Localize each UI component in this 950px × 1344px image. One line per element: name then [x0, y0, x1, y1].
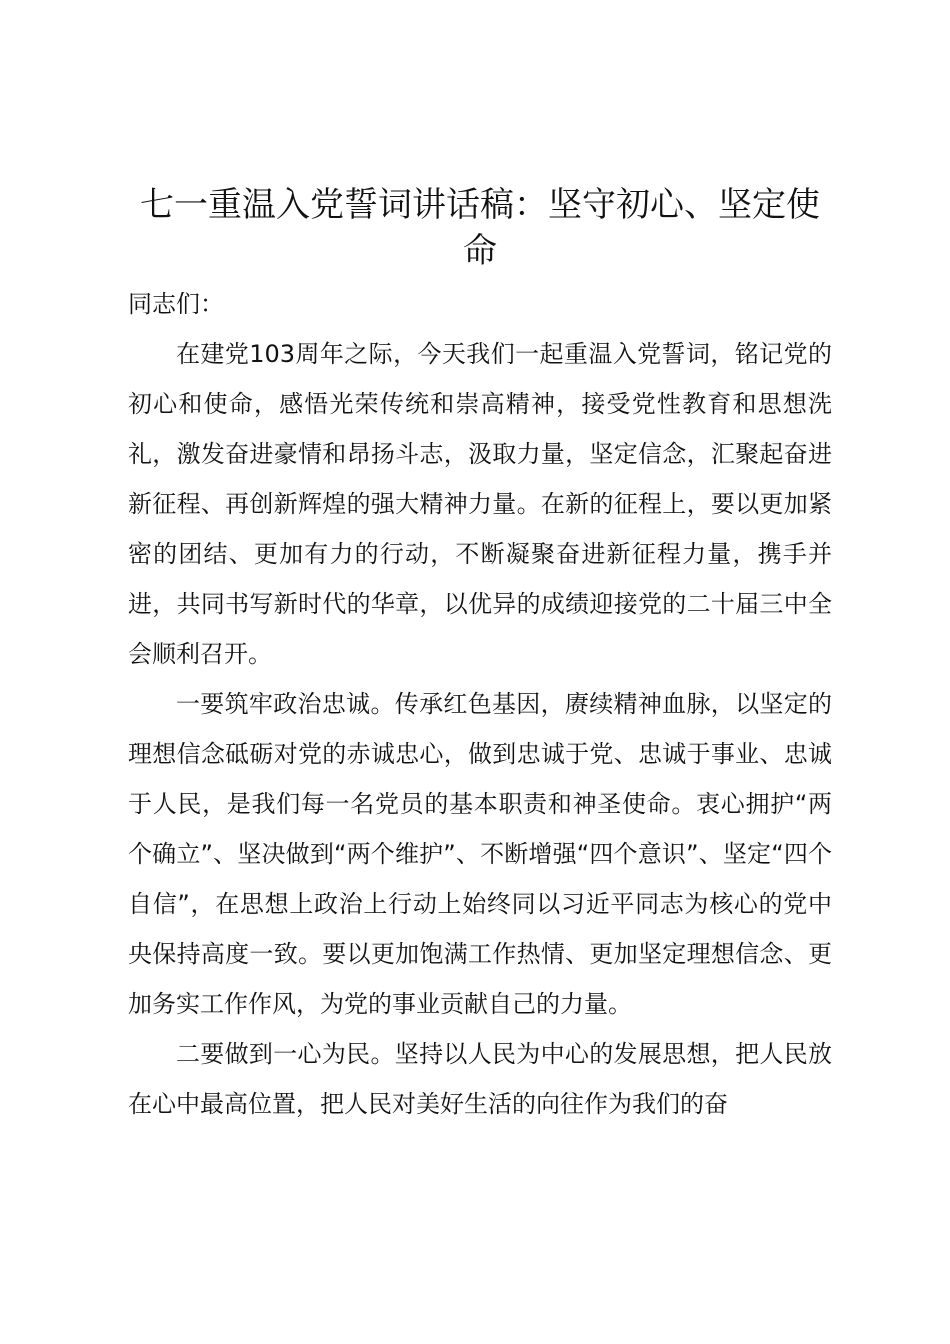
- paragraph-political-loyalty: 一要筑牢政治忠诚。传承红色基因，赓续精神血脉，以坚定的理想信念砥砺对党的赤诚忠心，做到忠诚于党、忠诚于事业、忠诚于人民，是我们每一名党员的基本职责和神圣使命。衷心拥护“两个确立”、坚决做到“两个维护”、不断增强“四个意识”、坚定“四个自信”，在思想上政治上行动上始终同以习近平同志为核心的党中央保持高度一致。要以更加饱满工作热情、更加坚定理想信念、更加务实工作作风，为党的事业贡献自己的力量。: [128, 690, 832, 1018]
- document-title: 七一重温入党誓词讲话稿：坚守初心、坚定使命: [140, 185, 820, 271]
- paragraph-serve-people: 二要做到一心为民。坚持以人民为中心的发展思想，把人民放在心中最高位置，把人民对美好生活的向往作为我们的奋: [128, 1040, 832, 1118]
- salutation: 同志们：: [128, 290, 224, 318]
- document-body: [128, 182, 832, 1129]
- paragraph-opening: 在建党103周年之际，今天我们一起重温入党誓词，铭记党的初心和使命，感悟光荣传统和崇高精神，接受党性教育和思想洗礼，激发奋进豪情和昂扬斗志，汲取力量，坚定信念，汇聚起奋进新征程、再创新辉煌的强大精神力量。在新的征程上，要以更加紧密的团结、更加有力的行动，不断凝聚奋进新征程力量，携手并进，共同书写新时代的华章，以优异的成绩迎接党的二十届三中全会顺利召开。: [128, 340, 832, 668]
